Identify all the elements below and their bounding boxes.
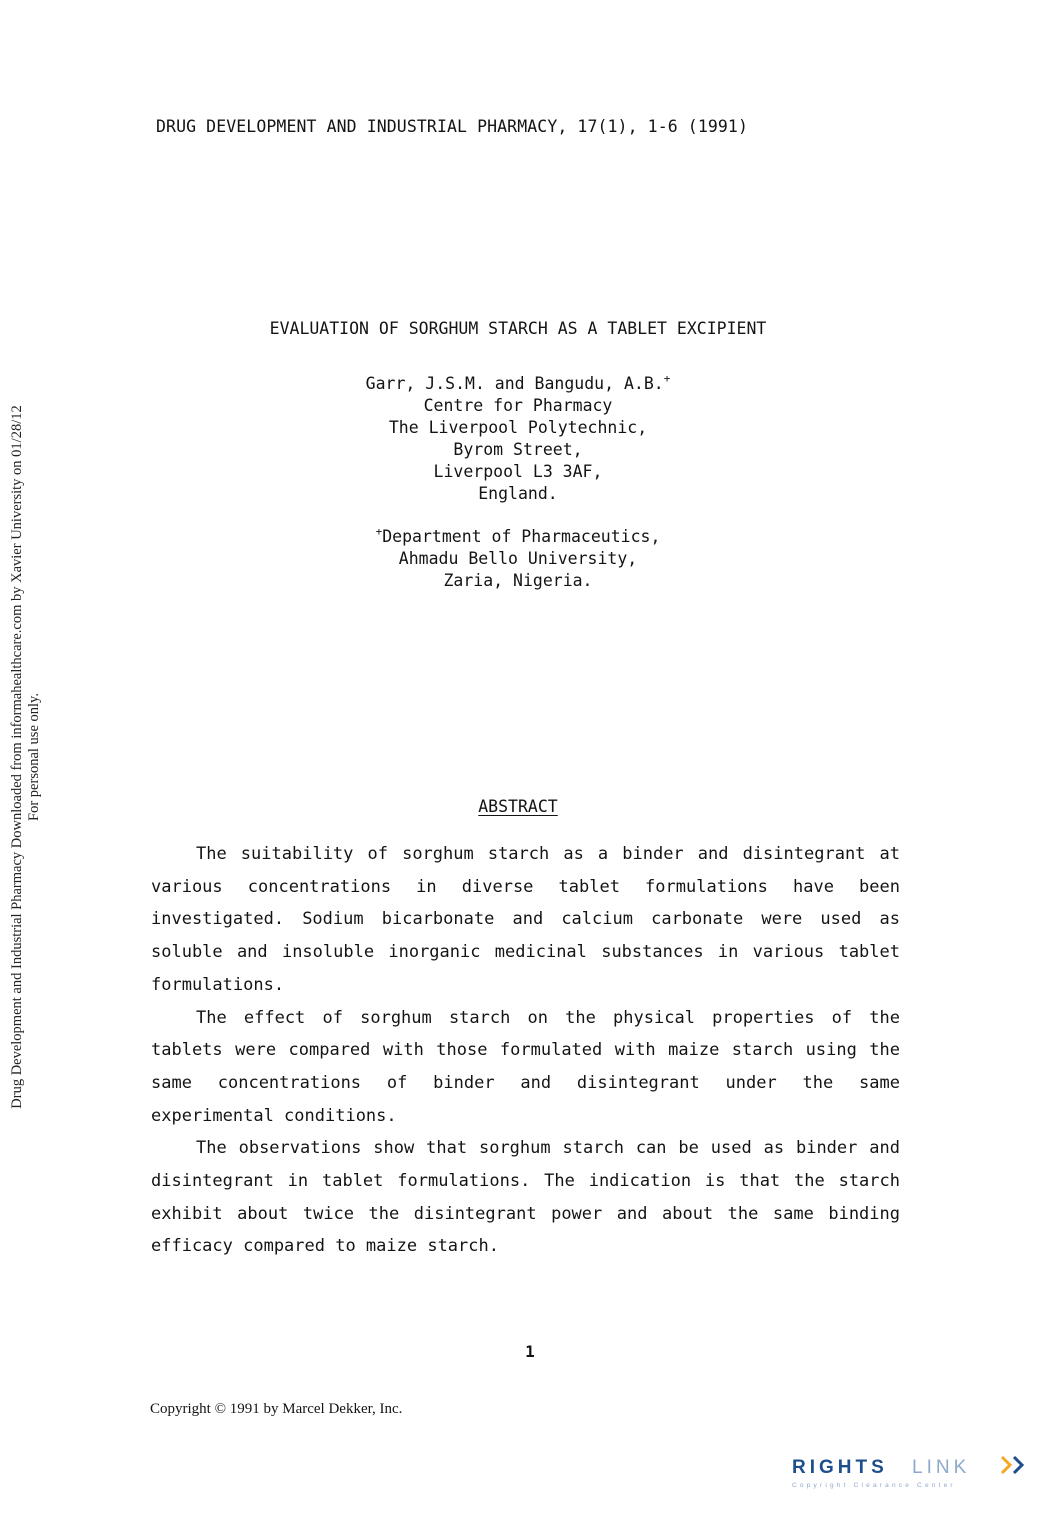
abstract-heading bbox=[0, 797, 1036, 816]
paper-title: EVALUATION OF SORGHUM STARCH AS A TABLET EXCIPIENT bbox=[269, 319, 767, 338]
affiliation-line: Byrom Street, bbox=[453, 440, 583, 459]
abstract-heading-text: ABSTRACT bbox=[478, 797, 558, 816]
second-affiliation-line bbox=[0, 526, 1036, 548]
second-affiliation-line: Ahmadu Bello University, bbox=[398, 549, 638, 568]
abstract-paragraph: The effect of sorghum starch on the physical properties of the tablets were compared with those formulated with maize starch using the same concentrations of binder and disintegrant under the same experimental conditions. bbox=[151, 1007, 900, 1126]
author-footnote-marker: + bbox=[663, 372, 671, 385]
rightslink-tagline: Copyright Clearance Center bbox=[792, 1482, 956, 1489]
affiliation-line: Centre for Pharmacy bbox=[423, 396, 613, 415]
rightslink-arrow-icon bbox=[1002, 1457, 1022, 1473]
author-names-line bbox=[0, 373, 1036, 395]
abstract-paragraph: The suitability of sorghum starch as a binder and disintegrant at various concentrations in diverse tablet formulations have been investigated. Sodium bicarbonate and calcium carbonate were used as soluble and insoluble inorganic medicinal substances in various tablet formulations. bbox=[151, 844, 900, 995]
author-names: Garr, J.S.M. and Bangudu, A.B. bbox=[365, 374, 664, 393]
second-affiliation-dept: Department of Pharmaceutics, bbox=[382, 527, 661, 546]
rightslink-logo[interactable] bbox=[792, 1452, 1024, 1492]
affiliation-line: The Liverpool Polytechnic, bbox=[388, 418, 648, 437]
rightslink-word-rights: RIGHTS bbox=[792, 1457, 888, 1478]
second-affiliation-line: Zaria, Nigeria. bbox=[443, 571, 593, 590]
abstract-body bbox=[151, 838, 900, 1263]
abstract-paragraph: The observations show that sorghum starch can be used as binder and disintegrant in tablet formulations. The indication is that the starch exhibit about twice the disintegrant power and about the same binding efficacy compared to maize starch. bbox=[151, 1138, 900, 1257]
journal-header: DRUG DEVELOPMENT AND INDUSTRIAL PHARMACY, 17(1), 1-6 (1991) bbox=[156, 117, 748, 136]
affiliation-line: England. bbox=[478, 484, 558, 503]
page-number: 1 bbox=[525, 1342, 535, 1361]
download-watermark bbox=[9, 405, 43, 1108]
watermark-line: Drug Development and Industrial Pharmacy Downloaded from informahealthcare.com by Xavier University on 01/28/12 bbox=[9, 405, 25, 1109]
second-affiliation-block bbox=[0, 526, 1036, 592]
rightslink-word-link: LINK bbox=[912, 1457, 971, 1478]
affiliation-footnote-marker: + bbox=[375, 525, 383, 538]
affiliation-line: Liverpool L3 3AF, bbox=[433, 462, 603, 481]
watermark-line: For personal use only. bbox=[26, 693, 42, 821]
copyright-notice: Copyright © 1991 by Marcel Dekker, Inc. bbox=[150, 1401, 403, 1417]
authors-block bbox=[0, 373, 1036, 505]
